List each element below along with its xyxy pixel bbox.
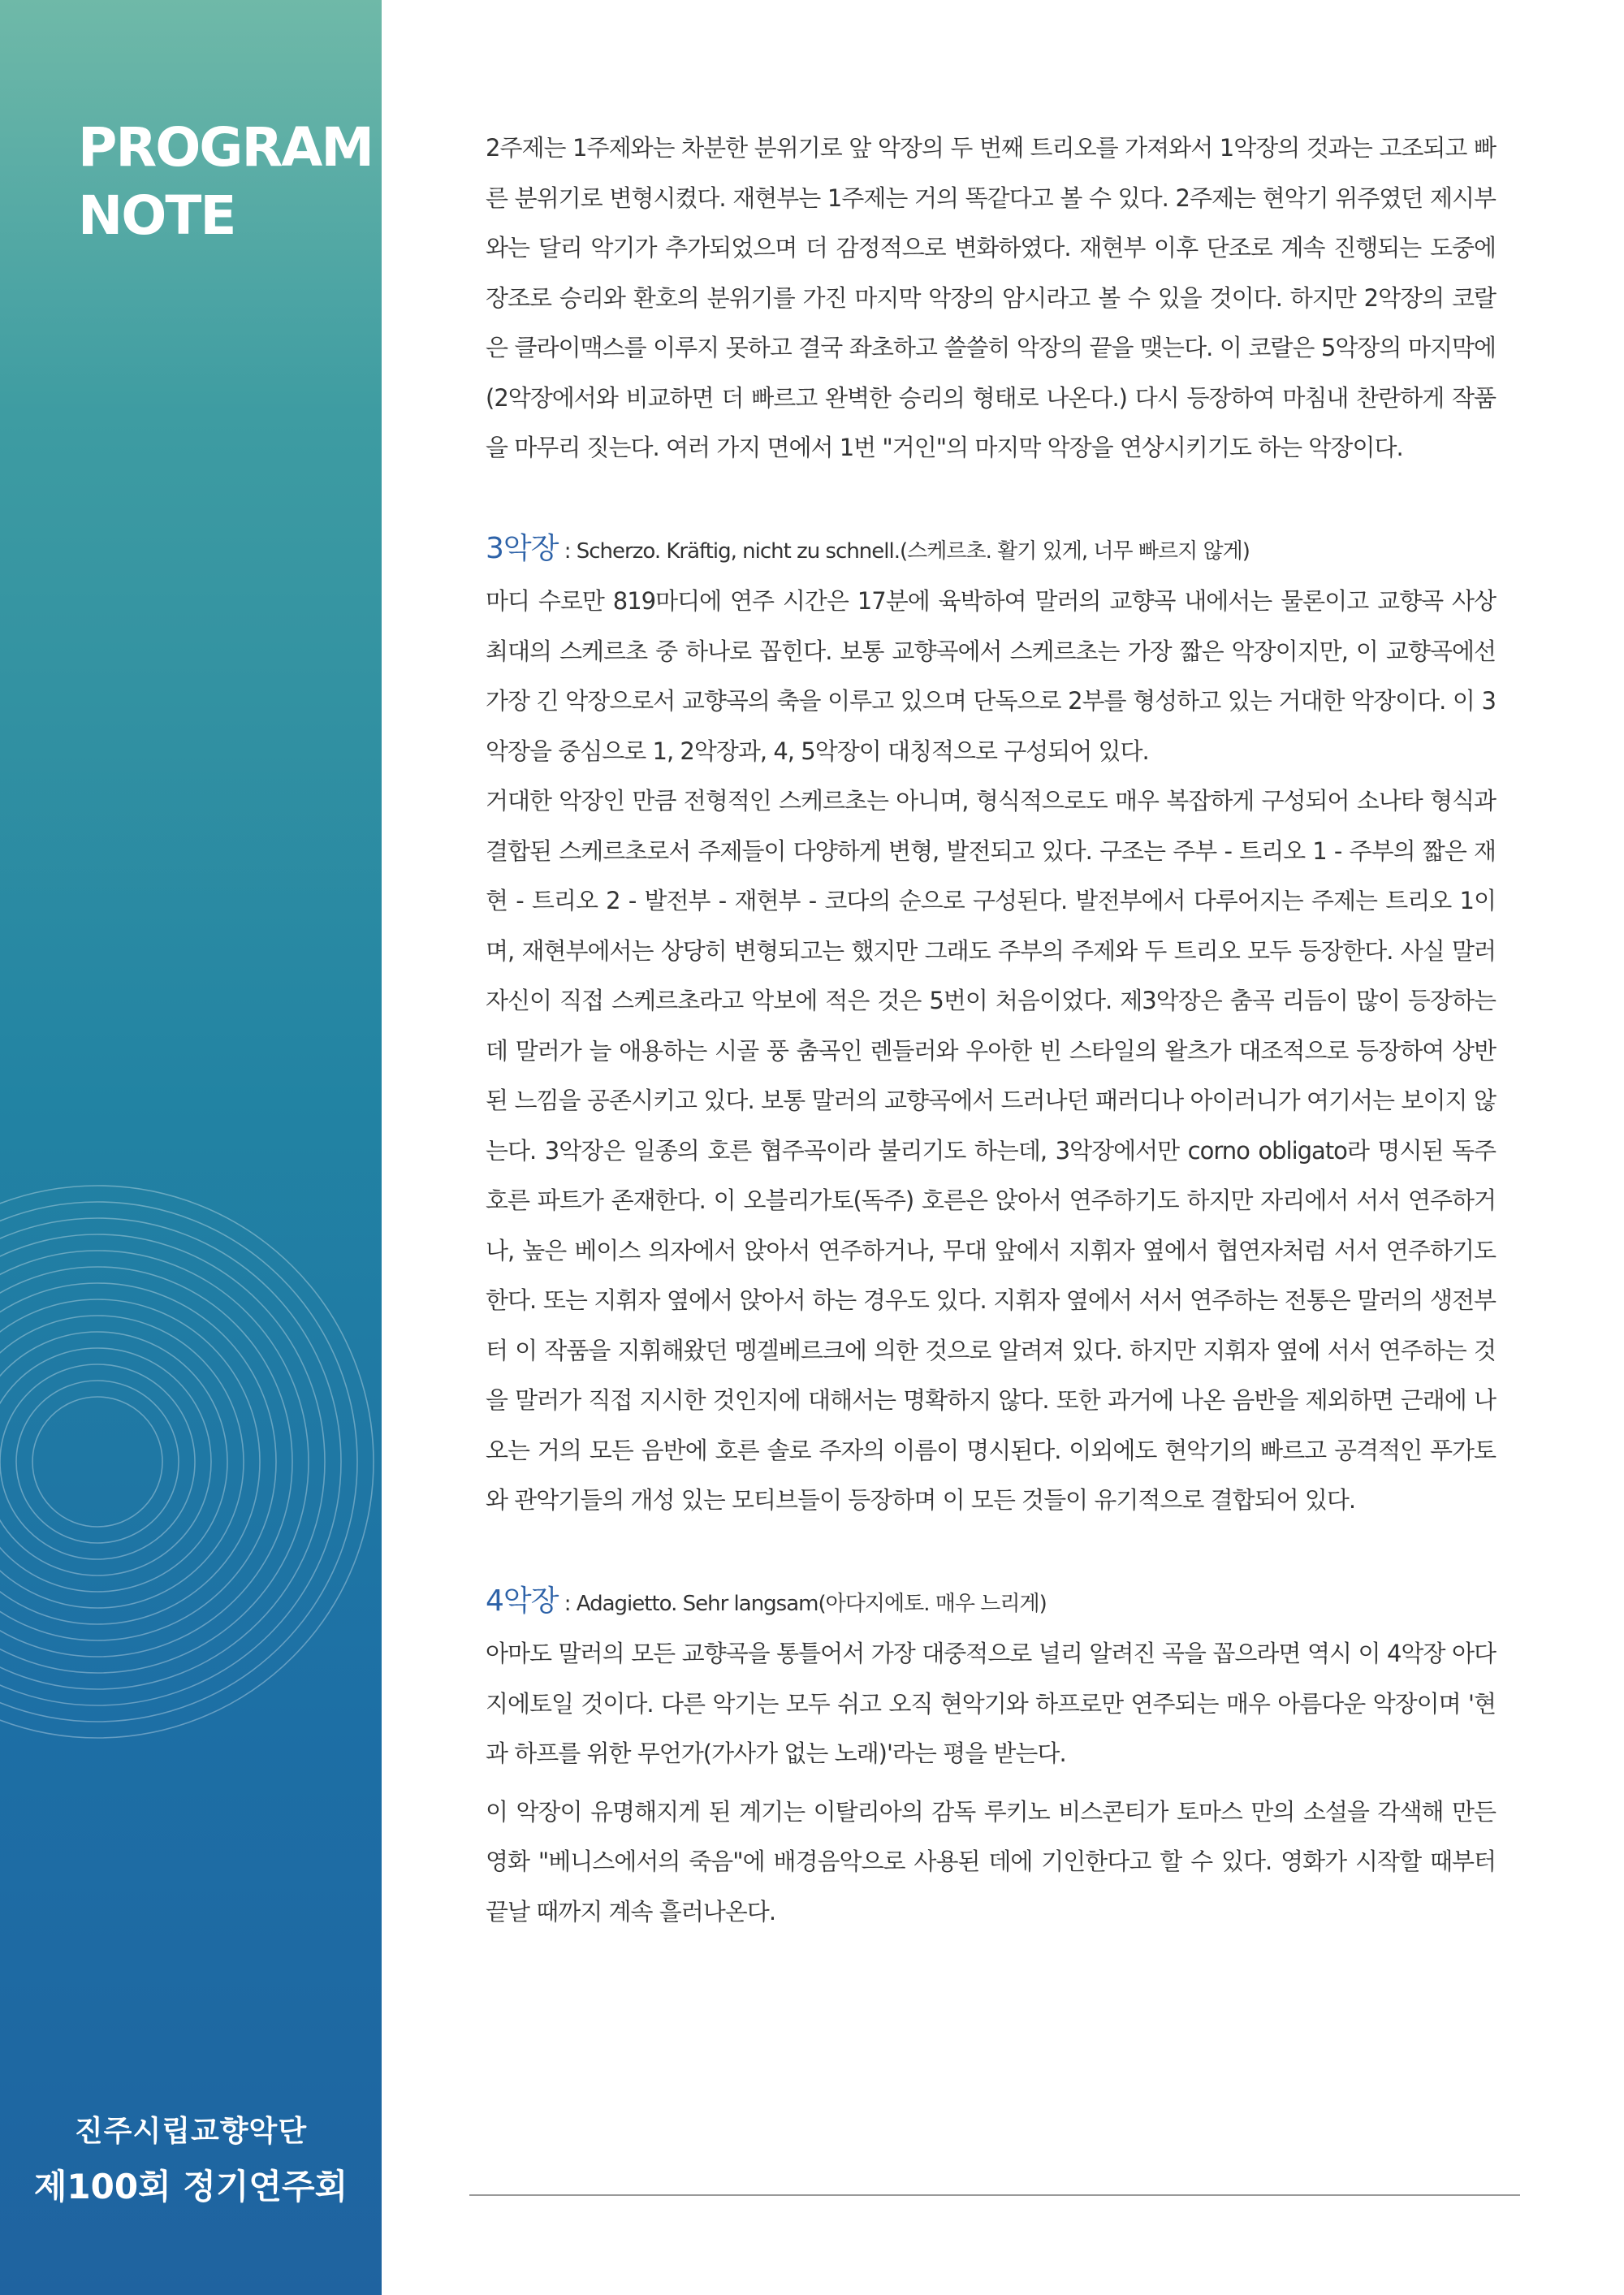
movement-3-paragraph-2: 거대한 악장인 만큼 전형적인 스케르초는 아니며, 형식적으로도 매우 복잡하게 구성되어 소나타 형식과 결합된 스케르초로서 주제들이 다양하게 변형, 발전되고 있다. 구조는 주부 - 트리오 1 - 주부의 짧은 재현 - 트리오 2 - 발전부 - 재현부 - 코다의 순으로 구성된다. 발전부에서 다루어지는 주제는 트리오 1이며, 재현부에서는 상당히 변형되고는 했지만 그래도 주부의 주제와 두 트리오 모두 등장한다. 사실 말러 자신이 직접 스케르초라고 악보에 적은 것은 5번이 처음이었다. 제3악장은 춤곡 리듬이 많이 등장하는데 말러가 늘 애용하는 시골 풍 춤곡인 렌들러와 우아한 빈 스타일의 왈츠가 대조적으로 등장하여 상반된 느낌을 공존시키고 있다. 보통 말러의 교향곡에서 드러나던 패러디나 아이러니가 여기서는 보이지 않는다. 3악장은 일종의 호른 협주곡이라 불리기도 하는데, 3악장에서만 corno obligato라 명시된 독주 호른 파트가 존재한다. 이 오블리가토(독주) 호른은 앉아서 연주하기도 하지만 자리에서 서서 연주하거나, 높은 베이스 의자에서 앉아서 연주하거나, 무대 앞에서 지휘자 옆에서 협연자처럼 서서 연주하기도 한다. 또는 지휘자 옆에서 앉아서 하는 경우도 있다. 지휘자 옆에서 서서 연주하는 전통은 말러의 생전부터 이 작품을 지휘해왔던 멩겔베르크에 의한 것으로 알려져 있다. 하지만 지휘자 옆에 서서 연주하는 것을 말러가 직접 지시한 것인지에 대해서는 명확하지 않다. 또한 과거에 나온 음반을 제외하면 근래에 나오는 거의 모든 음반에 호른 솔로 주자의 이름이 명시된다. 이외에도 현악기의 빠르고 공격적인 푸가토와 관악기들의 개성 있는 모티브들이 등장하며 이 모든 것들이 유기적으로 결합되어 있다. <box>486 787 1496 1514</box>
movement-3-paragraph-1: 마디 수로만 819마디에 연주 시간은 17분에 육박하여 말러의 교향곡 내에서는 물론이고 교향곡 사상 최대의 스케르초 중 하나로 꼽힌다. 보통 교향곡에서 스케르초는 가장 짧은 악장이지만, 이 교향곡에선 가장 긴 악장으로서 교향곡의 축을 이루고 있으며 단독으로 2부를 형성하고 있는 거대한 악장이다. 이 3악장을 중심으로 1, 2악장과, 4, 5악장이 대칭적으로 구성되어 있다. <box>486 587 1496 765</box>
movement-4-number: 4악장 <box>486 1584 559 1618</box>
movement-3-number: 3악장 <box>486 531 559 565</box>
program-note-body <box>486 123 1496 1937</box>
title-line-1: PROGRAM <box>78 116 374 179</box>
footer-divider <box>469 2194 1520 2196</box>
movement-4-paragraph-1: 아마도 말러의 모든 교향곡을 통틀어서 가장 대중적으로 널리 알려진 곡을 꼽으라면 역시 이 4악장 아다지에토일 것이다. 다른 악기는 모두 쉬고 오직 현악기와 하프로만 연주되는 매우 아름다운 악장이며 '현과 하프를 위한 무언가(가사가 없는 노래)'라는 평을 받는다. <box>486 1640 1496 1767</box>
movement-4-description: : Adagietto. Sehr langsam(아다지에토. 매우 느리게) <box>558 1591 1047 1616</box>
movement-4-heading <box>486 1576 1496 1630</box>
paragraph-spacer <box>486 1779 1496 1787</box>
orchestra-name: 진주시립교향악단 <box>74 2115 308 2148</box>
intro-paragraph: 2주제는 1주제와는 차분한 분위기로 앞 악장의 두 번째 트리오를 가져와서 1악장의 것과는 고조되고 빠른 분위기로 변형시켰다. 재현부는 1주제는 거의 똑같다고 볼 수 있다. 2주제는 현악기 위주였던 제시부와는 달리 악기가 추가되었으며 더 감정적으로 변화하였다. 재현부 이후 단조로 계속 진행되는 도중에 장조로 승리와 환호의 분위기를 가진 마지막 악장의 암시라고 볼 수 있을 것이다. 하지만 2악장의 코랄은 클라이맥스를 이루지 못하고 결국 좌초하고 쓸쓸히 악장의 끝을 맺는다. 이 코랄은 5악장의 마지막에 (2악장에서와 비교하면 더 빠르고 완벽한 승리의 형태로 나온다.) 다시 등장하여 마침내 찬란하게 작품을 마무리 짓는다. 여러 가지 면에서 1번 "거인"의 마지막 악장을 연상시키기도 하는 악장이다. <box>486 134 1496 461</box>
movement-3-heading <box>486 524 1496 577</box>
movement-3-description: : Scherzo. Kräftig, nicht zu schnell.(스케르초. 활기 있게, 너무 빠르지 않게) <box>558 538 1250 564</box>
section-spacer <box>486 1526 1496 1576</box>
movement-4-paragraph-2: 이 악장이 유명해지게 된 계기는 이탈리아의 감독 루키노 비스콘티가 토마스 만의 소설을 각색해 만든 영화 "베니스에서의 죽음"에 배경음악으로 사용된 데에 기인한다고 할 수 있다. 영화가 시작할 때부터 끝날 때까지 계속 흘러나온다. <box>486 1797 1496 1925</box>
concert-name: 제100회 정기연주회 <box>33 2167 348 2206</box>
sidebar <box>0 0 382 2295</box>
decorative-circles <box>0 0 382 2295</box>
program-note-title <box>78 114 373 250</box>
section-spacer <box>486 473 1496 524</box>
title-line-2: NOTE <box>78 184 235 247</box>
